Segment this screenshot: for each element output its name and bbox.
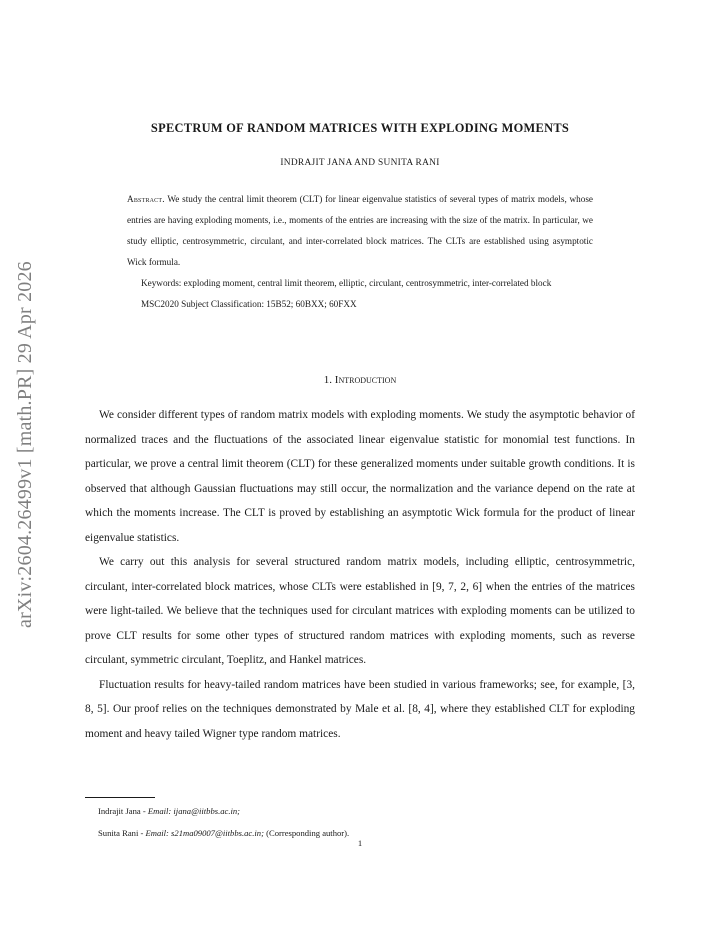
msc-classification: MSC2020 Subject Classification: 15B52; 60BXX; 60FXX (141, 299, 357, 309)
keywords: Keywords: exploding moment, central limit theorem, elliptic, circulant, centrosymmetric, inter-correlated block (141, 278, 552, 288)
abstract-text: We study the central limit theorem (CLT) for linear eigenvalue statistics of several types of matrix models, whose entries are having exploding moments, i.e., moments of the entries are increasing with the size of the matrix. In particular, we study elliptic, centrosymmetric, circulant, and inter-correlated block matrices. The CLTs are established using asymptotic Wick formula. (127, 194, 593, 267)
introduction-body (85, 403, 635, 746)
abstract-block (127, 189, 593, 315)
paragraph: We consider different types of random matrix models with exploding moments. We study the asymptotic behavior of normalized traces and the fluctuations of the associated linear eigenvalue statistic for monomial test functions. In particular, we prove a central limit theorem (CLT) for these generalized moments under suitable growth conditions. It is observed that although Gaussian fluctuations may still occur, the normalization and the variance depend on the rate at which the moments increase. The CLT is proved by establishing an asymptotic Wick formula for the product of linear eigenvalue statistics. (85, 409, 635, 544)
footnote-suffix: (Corresponding author). (263, 828, 350, 838)
page-number: 1 (357, 838, 363, 848)
section-number: 1. (323, 374, 333, 386)
footnote-divider (85, 797, 155, 798)
arxiv-identifier-stamp: arXiv:2604.26499v1 [math.PR] 29 Apr 2026 (14, 261, 36, 628)
footnote-name: Indrajit Jana - (98, 806, 148, 816)
abstract-label: Abstract. (127, 194, 165, 204)
footnote-email: Email: ijana@iitbbs.ac.in; (147, 806, 241, 816)
footnote-email: Email: s21ma09007@iitbbs.ac.in; (145, 828, 264, 838)
paragraph: We carry out this analysis for several structured random matrix models, including elliptic, centrosymmetric, circulant, inter-correlated block matrices, whose CLTs were established in [9, 7, 2, 6] when the entries of the matrices were light-tailed. We believe that the techniques used for circulant matrices with exploding moments can be utilized to prove CLT results for some other types of structured random matrices with exploding moments, such as reverse circulant, symmetric circulant, Toeplitz, and Hankel matrices. (85, 556, 635, 666)
section-heading (0, 374, 720, 386)
paragraph: Fluctuation results for heavy-tailed random matrices have been studied in various frameworks; see, for example, [3, 8, 5]. Our proof relies on the techniques demonstrated by Male et al. [8, 4], where they established CLT for exploding moment and heavy tailed Wigner type random matrices. (85, 678, 635, 740)
paper-authors: INDRAJIT JANA AND SUNITA RANI (280, 158, 440, 168)
abstract-paragraph (127, 189, 593, 273)
paper-title: SPECTRUM OF RANDOM MATRICES WITH EXPLODING MOMENTS (150, 121, 570, 135)
footnote-name: Sunita Rani - (98, 828, 146, 838)
footnote-author-1 (98, 800, 349, 822)
section-title: Introduction (334, 374, 397, 386)
